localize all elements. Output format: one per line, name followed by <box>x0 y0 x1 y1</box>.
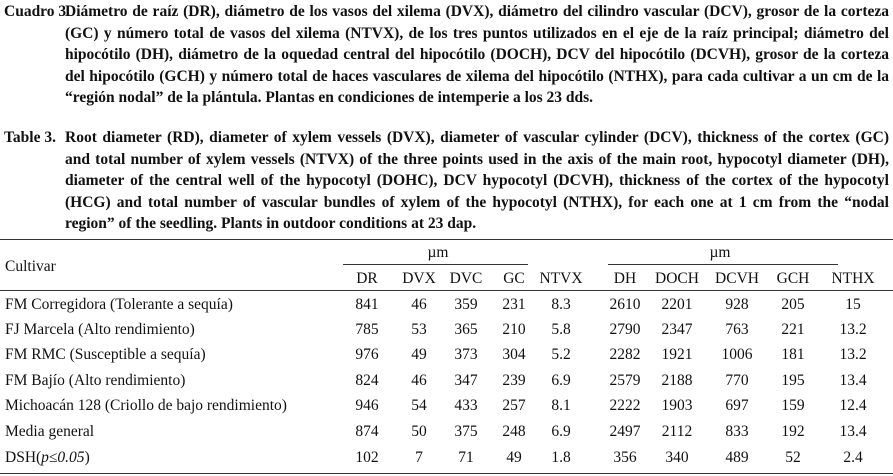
cell-gch: 181 <box>781 346 805 363</box>
cell-dvx: 49 <box>411 346 427 363</box>
cell-dh: 2282 <box>609 346 641 363</box>
cell-dsh-nthx: 2.4 <box>843 449 863 466</box>
cell-gc: 248 <box>502 423 526 440</box>
caption-spanish <box>4 1 889 109</box>
cell-dsh-dh: 356 <box>613 449 637 466</box>
cell-dsh-dvx: 7 <box>415 449 423 466</box>
caption-english-text: Root diameter (RD), diameter of xylem vessels (DVX), diameter of vascular cylinder (DCV), thickness of the cortex (GC) and total number of xylem vessels (NTVX) of the three points used in the axis of the main root, hypocotyl diameter (DH), diameter of the central well of the hypocotyl (DOHC), DCV hypocotyl (DCVH), thickness of the cortex of the hypocotyl (HCG) and total number of vascular bundles of xylem of the hypocotyl (NTHX), for each one at 1 cm from the “nodal region” of the seedling. Plants in outdoor conditions at 23 dap. <box>65 129 889 232</box>
row-label: FJ Marcela (Alto rendimiento) <box>5 321 195 338</box>
cell-dr: 874 <box>355 423 379 440</box>
column-header-dvx: DVX <box>402 270 436 287</box>
cell-dh: 2497 <box>609 423 641 440</box>
cell-dvx: 53 <box>411 321 427 338</box>
cell-dvx: 46 <box>411 296 427 313</box>
cell-gc: 304 <box>502 346 526 363</box>
cell-dsh-gc: 49 <box>506 449 522 466</box>
cell-dvx: 46 <box>411 372 427 389</box>
cell-dr: 946 <box>355 397 379 414</box>
cell-gch: 192 <box>781 423 805 440</box>
cell-ntvx: 6.9 <box>551 423 571 440</box>
cell-dr: 841 <box>355 296 379 313</box>
cell-dcvh: 770 <box>725 372 749 389</box>
cell-gch: 221 <box>781 321 805 338</box>
unit-right: µm <box>709 244 731 261</box>
cell-dvc: 359 <box>454 296 478 313</box>
cell-dr: 976 <box>355 346 379 363</box>
unit-left: µm <box>427 244 449 261</box>
cell-ntvx: 5.2 <box>551 346 571 363</box>
cell-dsh-dvc: 71 <box>458 449 474 466</box>
dsh-significance: p≤0.05 <box>41 449 85 466</box>
cell-doch: 1903 <box>661 397 693 414</box>
row-label: Michoacán 128 (Criollo de bajo rendimiento) <box>5 397 287 414</box>
cell-dr: 824 <box>355 372 379 389</box>
row-label: FM Corregidora (Tolerante a sequía) <box>5 296 233 313</box>
cell-dsh-ntvx: 1.8 <box>551 449 571 466</box>
cell-ntvx: 6.9 <box>551 372 571 389</box>
caption-english-label: Table 3. <box>4 129 56 146</box>
column-header-dr: DR <box>356 270 378 287</box>
cell-gc: 210 <box>502 321 526 338</box>
cell-dvc: 375 <box>454 423 478 440</box>
column-header-dh: DH <box>613 270 637 287</box>
row-label: Media general <box>5 423 95 440</box>
dsh-suffix: ) <box>84 449 90 466</box>
cell-dh: 2610 <box>609 296 641 313</box>
cell-nthx: 13.2 <box>839 321 867 338</box>
column-header-nthx: NTHX <box>831 270 875 287</box>
cell-gc: 231 <box>502 296 526 313</box>
cell-gc: 239 <box>502 372 526 389</box>
caption-spanish-text: Diámetro de raíz (DR), diámetro de los vasos del xilema (DVX), diámetro del cilindro vascular (DCV), grosor de la corteza (GC) y número total de vasos del xilema (NTVX), de los tres puntos utilizados en el eje de la raíz principal; diámetro del hipocótilo (DH), diámetro de la oquedad central del hipocótilo (DOCH), DCV del hipocótilo (DCVH), grosor de la corteza del hipocótilo (GCH) y número total de haces vasculares de xilema del hipocótilo (NTHX), para cada cultivar a un cm de la “región nodal” de la plántula. Plantas en condiciones de intemperie a los 23 dds. <box>65 3 889 106</box>
cell-dh: 2222 <box>609 397 641 414</box>
cell-dsh-dcvh: 489 <box>725 449 749 466</box>
column-header-ntvx: NTVX <box>539 270 583 287</box>
column-header-dvc: DVC <box>449 270 483 287</box>
cell-dvc: 347 <box>454 372 478 389</box>
cell-nthx: 12.4 <box>839 397 867 414</box>
cell-nthx: 15 <box>845 296 861 313</box>
cell-dcvh: 763 <box>725 321 749 338</box>
table-top-rule <box>0 239 893 240</box>
cell-gch: 205 <box>781 296 805 313</box>
cell-dcvh: 928 <box>725 296 749 313</box>
cell-doch: 2188 <box>661 372 693 389</box>
cell-dvc: 433 <box>454 397 478 414</box>
cell-gch: 159 <box>781 397 805 414</box>
unit-left-rule <box>343 264 528 265</box>
cell-dh: 2579 <box>609 372 641 389</box>
row-label: FM RMC (Susceptible a sequía) <box>5 346 206 363</box>
cell-nthx: 13.2 <box>839 346 867 363</box>
cell-nthx: 13.4 <box>839 423 867 440</box>
caption-spanish-label: Cuadro 3. <box>4 3 71 20</box>
cell-nthx: 13.4 <box>839 372 867 389</box>
row-header: Cultivar <box>5 258 56 275</box>
unit-right-rule <box>608 264 838 265</box>
column-header-gc: GC <box>503 270 525 287</box>
cell-dvc: 373 <box>454 346 478 363</box>
cell-ntvx: 8.1 <box>551 397 571 414</box>
dsh-prefix: DSH( <box>5 449 42 466</box>
cell-dvc: 365 <box>454 321 478 338</box>
row-label: FM Bajío (Alto rendimiento) <box>5 372 186 389</box>
cell-dvx: 54 <box>411 397 427 414</box>
cell-gc: 257 <box>502 397 526 414</box>
cell-dh: 2790 <box>609 321 641 338</box>
header-bottom-rule <box>0 290 893 291</box>
cell-ntvx: 8.3 <box>551 296 571 313</box>
cell-dsh-gch: 52 <box>785 449 801 466</box>
cell-dr: 785 <box>355 321 379 338</box>
column-header-gch: GCH <box>776 270 810 287</box>
cell-doch: 2112 <box>661 423 693 440</box>
caption-english <box>4 127 889 235</box>
column-header-doch: DOCH <box>655 270 699 287</box>
cell-doch: 2201 <box>661 296 693 313</box>
cell-doch: 2347 <box>661 321 693 338</box>
cell-dcvh: 1006 <box>721 346 753 363</box>
column-header-dcvh: DCVH <box>715 270 759 287</box>
cell-dcvh: 833 <box>725 423 749 440</box>
cell-dsh-doch: 340 <box>665 449 689 466</box>
cell-ntvx: 5.8 <box>551 321 571 338</box>
row-label-dsh <box>5 449 90 467</box>
cell-dsh-dr: 102 <box>355 449 379 466</box>
cell-dcvh: 697 <box>725 397 749 414</box>
table-bottom-rule <box>0 473 893 474</box>
cell-gch: 195 <box>781 372 805 389</box>
cell-doch: 1921 <box>661 346 693 363</box>
cell-dvx: 50 <box>411 423 427 440</box>
